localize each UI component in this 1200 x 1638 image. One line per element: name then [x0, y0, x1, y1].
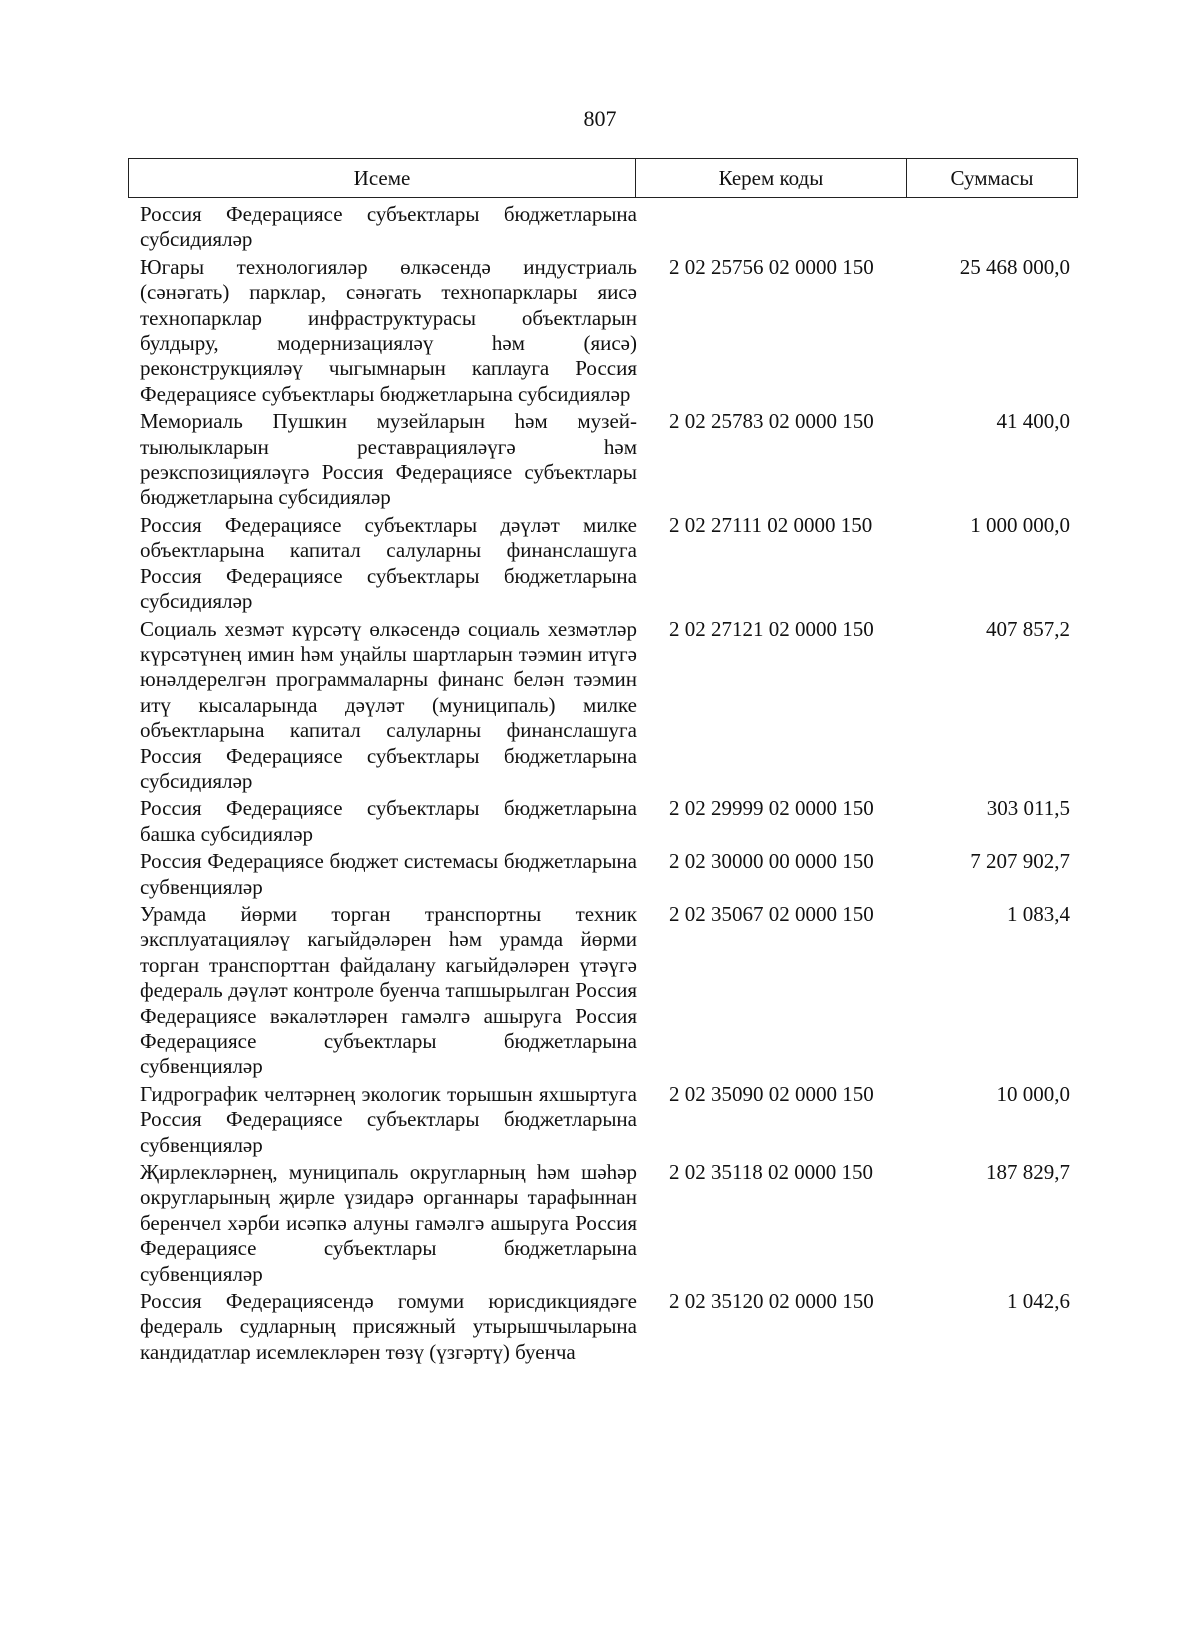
row-code: 2 02 35118 02 0000 150: [669, 1160, 873, 1185]
table-row: [128, 513, 1078, 615]
row-code: 2 02 35067 02 0000 150: [669, 901, 874, 926]
row-sum: [907, 202, 1078, 253]
row-name: Россия Федерациясендә гомуми юрисдикциядәге федераль судларның присяжный утырышчыларына кандидатлар исемлекләрен төзү (үзгәртү) буенча: [140, 1289, 637, 1364]
row-code: 2 02 27121 02 0000 150: [669, 616, 874, 641]
table-row: [128, 1289, 1078, 1365]
table-row: [128, 1082, 1078, 1158]
row-sum: 1 000 000,0: [970, 512, 1070, 537]
table-row: [128, 409, 1078, 511]
row-code: [637, 202, 907, 253]
row-code: 2 02 35090 02 0000 150: [669, 1081, 874, 1106]
table-header: [128, 158, 1078, 198]
row-code: 2 02 30000 00 0000 150: [669, 849, 874, 874]
row-sum: 10 000,0: [996, 1081, 1070, 1106]
row-name: Җирлекләрнең, муниципаль округларның һәм шәһәр округларының җирле үзидарә органнары тарафыннан беренчел хәрби исәпкә алуны гамәлгә ашыруга Россия Федерациясе субъектлары бюджетларына субвенцияләр: [140, 1160, 637, 1286]
row-name: Россия Федерациясе бюджет системасы бюджетларына субвенцияләр: [140, 849, 637, 899]
row-name: Социаль хезмәт күрсәтү өлкәсендә социаль хезмәтләр күрсәтүнең имин һәм уңайлы шартларын тәэмин итүгә юнәлдерелгән программаларны финанс белән тәэмин итү кысаларында дәүләт (муниципаль) милке объектларына капитал салуларны финанслашуга Россия Федерациясе субъектлары бюджетларына субсидияләр: [140, 616, 637, 793]
row-sum: 25 468 000,0: [959, 254, 1070, 279]
table-row: [128, 617, 1078, 795]
table-row: [128, 255, 1078, 407]
header-code: Керем коды: [636, 159, 907, 197]
row-name: Россия Федерациясе субъектлары бюджетларына субсидияләр: [140, 202, 637, 252]
row-code: 2 02 25756 02 0000 150: [669, 254, 874, 279]
row-name: Югары технологияләр өлкәсендә индустриаль (сәнәгать) парклар, сәнәгать технопарклары яисә технопарклар инфраструктурасы объектларын булдыру, модернизацияләү һәм (яисә) реконструкцияләү чыгымнарын каплауга Россия Федерациясе субъектлары бюджетларына субсидияләр: [140, 254, 637, 406]
row-sum: 7 207 902,7: [970, 849, 1070, 874]
budget-table: [128, 158, 1078, 1367]
row-code: 2 02 27111 02 0000 150: [669, 512, 873, 537]
row-sum: 1 042,6: [1007, 1289, 1070, 1314]
row-name: Мемориаль Пушкин музейларын һәм музей-тыюлыкларын реставрацияләүгә һәм реэкспозицияләүгә Россия Федерациясе субъектлары бюджетларына субсидияләр: [140, 409, 637, 510]
row-name: Гидрографик челтәрнең экологик торышын яхшыртуга Россия Федерациясе субъектлары бюджетларына субвенцияләр: [140, 1081, 637, 1157]
row-name: Россия Федерациясе субъектлары бюджетларына башка субсидияләр: [140, 796, 637, 846]
row-sum: 187 829,7: [986, 1160, 1070, 1185]
table-row: [128, 202, 1078, 253]
header-name: Исеме: [129, 159, 636, 197]
row-code: 2 02 25783 02 0000 150: [669, 409, 874, 434]
header-sum: Суммасы: [950, 165, 1034, 190]
table-row: [128, 849, 1078, 900]
row-sum: 407 857,2: [986, 616, 1070, 641]
row-sum: 1 083,4: [1007, 901, 1070, 926]
row-name: Урамда йөрми торган транспортны техник эксплуатацияләү кагыйдәләрен һәм урамда йөрми торган транспорттан файдалану кагыйдәләрен үтәүгә федераль дәүләт контроле буенча тапшырылган Россия Федерациясе вәкаләтләрен гамәлгә ашыруга Россия Федерациясе субъектлары бюджетларына субвенцияләр: [140, 901, 637, 1079]
row-code: 2 02 35120 02 0000 150: [669, 1289, 874, 1314]
table-row: [128, 1160, 1078, 1287]
table-body: [128, 202, 1078, 1365]
row-code: 2 02 29999 02 0000 150: [669, 796, 874, 821]
row-sum: 303 011,5: [986, 796, 1070, 821]
table-row: [128, 902, 1078, 1080]
page-number: 807: [583, 106, 617, 131]
table-row: [128, 796, 1078, 847]
row-sum: 41 400,0: [996, 409, 1070, 434]
row-name: Россия Федерациясе субъектлары дәүләт милке объектларына капитал салуларны финанслашуга Россия Федерациясе субъектлары бюджетларына субсидияләр: [140, 512, 637, 614]
